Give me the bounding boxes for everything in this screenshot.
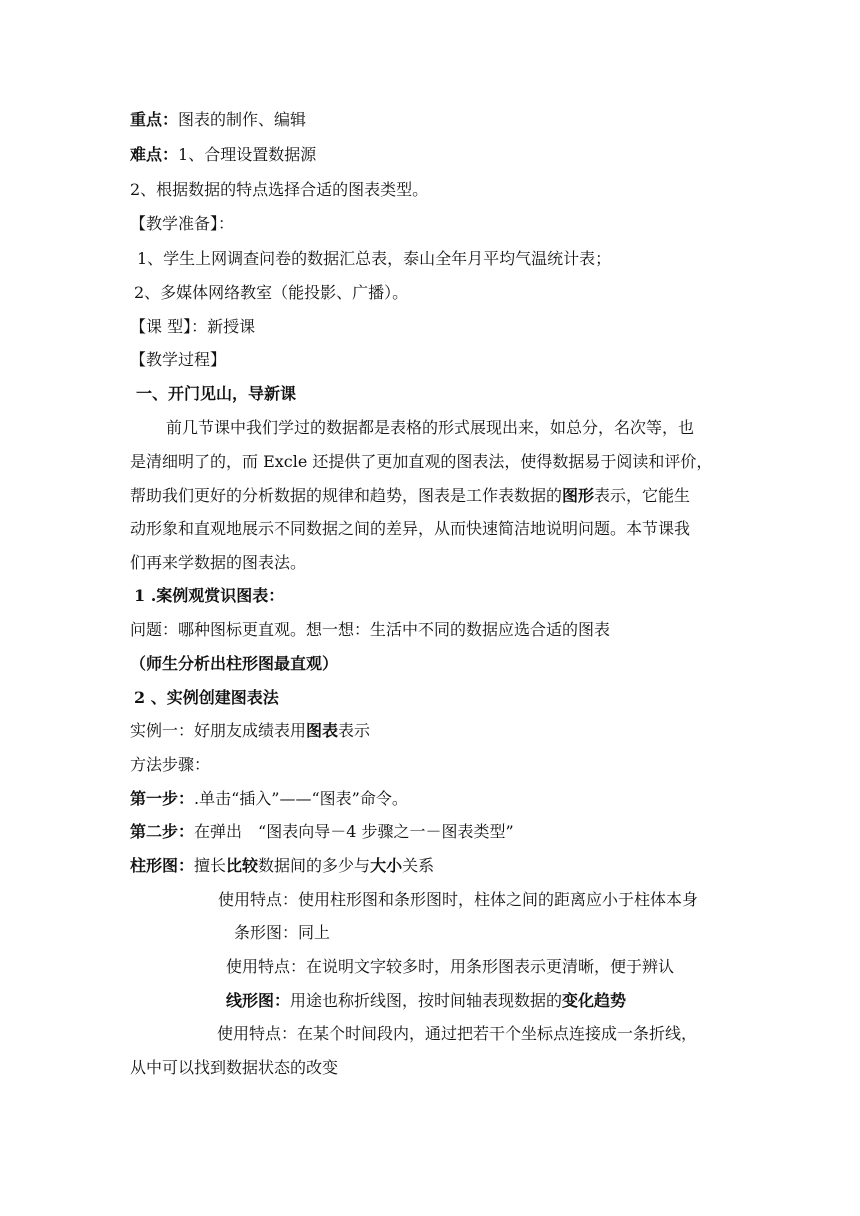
prep-item-2: 2、多媒体网络教室（能投影、广播）。 <box>134 283 409 302</box>
column-chart-bold-1: 比较 <box>226 856 259 875</box>
prep-item-1: 1、学生上网调查问卷的数据汇总表，泰山全年月平均气温统计表； <box>137 249 612 268</box>
key-point-label: 重点： <box>130 110 179 129</box>
step-one-label: 第一步： <box>130 789 195 808</box>
intro-paragraph-line-1: 前几节课中我们学过的数据都是表格的形式展现出来，如总分，名次等，也 <box>166 418 695 437</box>
intro-paragraph-line-5: 们再来学数据的图表法。 <box>130 553 307 572</box>
intro-line-3-part-a: 帮助我们更好的分析数据的规律和趋势，图表是工作表数据的 <box>130 486 563 505</box>
teaching-prep-heading: 【教学准备】： <box>130 214 235 233</box>
column-chart-bold-2: 大小 <box>370 856 403 875</box>
difficulty-text: 1、合理设置数据源 <box>178 145 317 164</box>
column-chart-line <box>130 856 434 876</box>
difficulty-label: 难点： <box>130 145 179 164</box>
line-chart-label: 线形图： <box>226 991 291 1010</box>
bar-chart-usage: 使用特点：在说明文字较多时，用条形图表示更清晰，便于辨认 <box>226 957 675 976</box>
column-chart-part-a: 擅长 <box>194 856 227 875</box>
lesson-type-line <box>130 317 255 337</box>
teaching-process-heading: 【教学过程】 <box>130 350 227 369</box>
method-steps-heading: 方法步骤： <box>130 755 211 774</box>
example-heading: 2 、实例创建图表法 <box>134 688 279 707</box>
intro-paragraph-line-3 <box>130 486 690 506</box>
bar-chart-line: 条形图：同上 <box>234 923 331 942</box>
example-one-bold: 图表 <box>306 721 339 740</box>
analysis-note: （师生分析出柱形图最直观） <box>130 654 339 673</box>
key-point-text: 图表的制作、编辑 <box>178 110 307 129</box>
example-one-part-a: 实例一：好朋友成绩表用 <box>130 721 307 740</box>
column-chart-part-e: 关系 <box>402 856 435 875</box>
line-chart-usage-line-1: 使用特点：在某个时间段内，通过把若干个坐标点连接成一条折线， <box>217 1024 698 1043</box>
lesson-type-text: 新授课 <box>207 317 256 336</box>
intro-paragraph-line-2: 是清细明了的，而 Excle 还提供了更加直观的图表法，使得数据易于阅读和评价， <box>130 452 713 471</box>
case-study-heading: 1 .案例观赏识图表： <box>134 586 285 605</box>
question-line: 问题：哪种图标更直观。想一想：生活中不同的数据应选合适的图表 <box>130 620 611 639</box>
column-chart-part-c: 数据间的多少与 <box>258 856 371 875</box>
intro-paragraph-line-4: 动形象和直观地展示不同数据之间的差异，从而快速简洁地说明问题。本节课我 <box>130 519 691 538</box>
section-1-heading: 一、开门见山，导新课 <box>136 384 297 403</box>
step-one-text: .单击“插入”——“图表”命令。 <box>194 789 408 808</box>
lesson-type-label: 【课 型】： <box>130 317 208 336</box>
column-chart-label: 柱形图： <box>130 856 195 875</box>
intro-line-3-bold: 图形 <box>562 486 595 505</box>
step-two-label: 第二步： <box>130 822 195 841</box>
key-point-line <box>130 110 306 130</box>
line-chart-bold: 变化趋势 <box>562 991 627 1010</box>
step-two-line <box>130 822 514 842</box>
line-chart-usage-line-2: 从中可以找到数据状态的改变 <box>130 1058 339 1077</box>
difficulty-item-2: 2、根据数据的特点选择合适的图表类型。 <box>130 180 429 199</box>
intro-line-3-part-c: 表示，它能生 <box>594 486 691 505</box>
line-chart-line <box>226 991 626 1011</box>
step-two-text: 在弹出 “图表向导－4 步骤之一－图表类型” <box>194 822 514 841</box>
line-chart-part-a: 用途也称折线图，按时间轴表现数据的 <box>290 991 563 1010</box>
example-one-line <box>130 721 370 741</box>
column-chart-usage: 使用特点：使用柱形图和条形图时，柱体之间的距离应小于柱体本身 <box>218 890 699 909</box>
step-one-line <box>130 789 408 809</box>
example-one-part-c: 表示 <box>338 721 371 740</box>
difficulty-line <box>130 145 316 165</box>
